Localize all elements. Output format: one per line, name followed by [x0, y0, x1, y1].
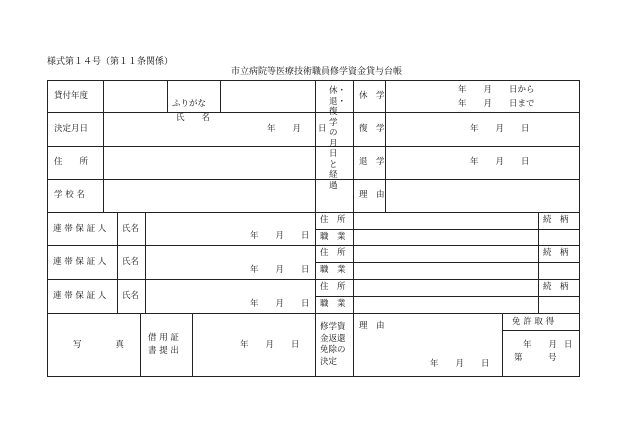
reason-label: 理 由 [359, 190, 385, 200]
guarantor-3-address-label: 住 所 [320, 282, 346, 292]
guarantor-2-name-label: 氏名 [122, 257, 140, 267]
guarantor-3-name-label: 氏名 [122, 291, 140, 301]
name-label: 氏 名 [176, 113, 211, 123]
license-number: 第 号 [514, 353, 557, 363]
submission-date: 年 月 日 [240, 340, 300, 350]
guarantor-1-label: 連 帯 保 証 人 [53, 224, 107, 234]
license-date-d: 日 [564, 340, 573, 350]
license-date-ym: 年 月 [523, 340, 558, 350]
guarantor-2-relationship-label: 続 柄 [543, 248, 569, 258]
borrow-cert-label: 借 用 証 [148, 333, 179, 343]
guarantor-3-occupation-label: 職 業 [320, 299, 346, 309]
guarantor-1-relationship-label: 続 柄 [543, 215, 569, 225]
leave-from-date: 年 月 日から [458, 85, 535, 95]
decision-date-value: 年 月 日 [267, 124, 327, 134]
guarantor-1-address-label: 住 所 [320, 215, 346, 225]
withdrawal-label: 退 学 [359, 157, 385, 167]
guarantor-2-label: 連 帯 保 証 人 [53, 257, 107, 267]
decision-date-label: 決定月日 [54, 124, 89, 134]
guarantor-1-date: 年 月 日 [250, 231, 310, 241]
course-record-label: 休・退・復学の月日と経過 [329, 86, 347, 191]
guarantor-2-address-label: 住 所 [320, 248, 346, 258]
withdrawal-date: 年 月 日 [470, 157, 530, 167]
photo-label: 写 真 [73, 340, 125, 350]
leave-until-date: 年 月 日まで [458, 99, 535, 109]
address-label: 住 所 [54, 157, 89, 167]
guarantor-3-relationship-label: 続 柄 [543, 282, 569, 292]
guarantor-1-occupation-label: 職 業 [320, 232, 346, 242]
return-date: 年 月 日 [470, 124, 530, 134]
form-number: 様式第１４号（第１１条関係） [47, 57, 174, 67]
exemption-date: 年 月 日 [430, 359, 490, 369]
leave-label: 休 学 [359, 91, 385, 101]
submitted-label: 書 提 出 [148, 346, 179, 356]
guarantor-2-occupation-label: 職 業 [320, 265, 346, 275]
furigana-label: ふりがな [172, 99, 207, 109]
form-title: 市立病院等医療技術職員修学資金貸与台帳 [231, 67, 403, 77]
guarantor-3-date: 年 月 日 [250, 299, 310, 309]
guarantor-2-date: 年 月 日 [250, 265, 310, 275]
school-name-label: 学 校 名 [54, 190, 85, 200]
exemption-reason-label: 理 由 [359, 321, 385, 331]
return-label: 復 学 [359, 124, 385, 134]
license-label: 免 許 取 得 [512, 317, 555, 327]
exemption-label: 修学資金返還免除の決定 [320, 322, 346, 367]
guarantor-1-name-label: 氏名 [122, 224, 140, 234]
guarantor-3-label: 連 帯 保 証 人 [53, 291, 107, 301]
loan-year-label: 貸付年度 [54, 91, 89, 101]
